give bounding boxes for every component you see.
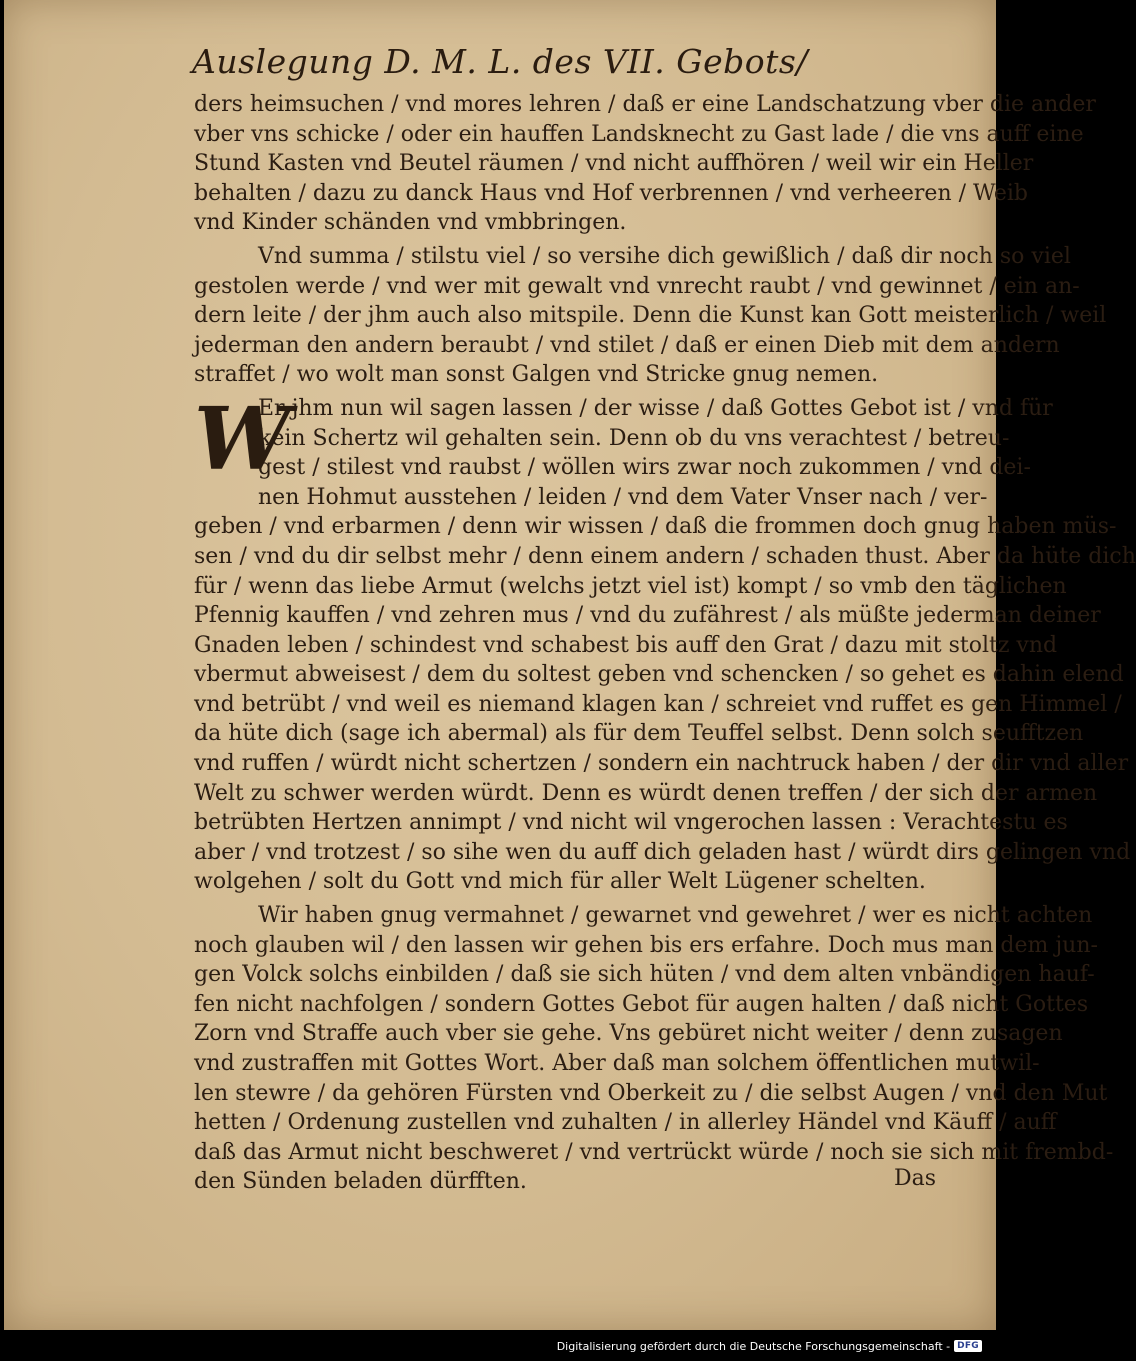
text-line: Welt zu schwer werden würdt. Denn es würdt denen treffen / der sich der armen	[194, 780, 1098, 806]
text-line: hetten / Ordenung zustellen vnd zuhalten / in allerley Händel vnd Käuff / auff	[194, 1110, 1057, 1136]
text-line: Pfennig kauffen / vnd zehren mus / vnd du zufährest / als müßte jederman deiner	[194, 603, 1101, 629]
text-line: aber / vnd trotzest / so sihe wen du auff dich geladen hast / würdt dirs gelingen vnd	[194, 839, 1131, 865]
catchword: Das	[893, 1166, 936, 1191]
text-line: vnd Kinder schänden vnd vmbbringen.	[194, 210, 627, 236]
funding-credit: Digitalisierung gefördert durch die Deutsche Forschungsgemeinschaft -	[556, 1339, 951, 1353]
text-line: gestolen werde / vnd wer mit gewalt vnd vnrecht raubt / vnd gewinnet / ein an-	[194, 273, 1080, 299]
text-line: Wir haben gnug vermahnet / gewarnet vnd gewehret / wer es nicht achten	[258, 903, 1093, 929]
text-line: für / wenn das liebe Armut (welchs jetzt viel ist) kompt / so vmb den täglichen	[194, 573, 1067, 599]
text-line: ders heimsuchen / vnd mores lehren / daß er eine Landschatzung vber die ander	[194, 92, 1096, 117]
text-line: da hüte dich (sage ich abermal) als für dem Teuffel selbst. Denn solch seufftzen	[194, 721, 1084, 747]
text-line: Gnaden leben / schindest vnd schabest bis auff den Grat / dazu mit stoltz vnd	[194, 632, 1058, 658]
book-page	[4, 0, 1136, 1330]
text-line: vnd zustraffen mit Gottes Wort. Aber daß man solchem öffentlichen mutwil-	[194, 1051, 1040, 1076]
text-line: fen nicht nachfolgen / sondern Gottes Gebot für augen halten / daß nicht Gottes	[194, 991, 1089, 1017]
running-header: Auslegung D. M. L. des VII. Gebots/	[192, 42, 808, 81]
text-line: sen / vnd du dir selbst mehr / denn einem andern / schaden thust. Aber da hüte dich	[194, 543, 1136, 569]
text-line: wolgehen / solt du Gott vnd mich für aller Welt Lügener schelten.	[194, 869, 926, 895]
text-line: nen Hohmut ausstehen / leiden / vnd dem Vater Vnser nach / ver-	[258, 484, 988, 510]
text-line: vnd betrübt / vnd weil es niemand klagen kan / schreiet vnd ruffet es gen Himmel /	[194, 691, 1122, 717]
paragraph-1	[194, 90, 1096, 238]
text-line: vbermut abweisest / dem du soltest geben vnd schencken / so gehet es dahin elend	[194, 662, 1124, 688]
text-line: vber vns schicke / oder ein hauffen Landsknecht zu Gast lade / die vns auff eine	[194, 121, 1084, 147]
text-line: Zorn vnd Straffe auch vber sie gehe. Vns gebüret nicht weiter / denn zusagen	[194, 1021, 1063, 1047]
decorated-initial: W	[194, 388, 291, 490]
paragraph-4	[194, 901, 1114, 1197]
text-line: gen Volck solchs einbilden / daß sie sich hüten / vnd dem alten vnbändigen hauf-	[194, 962, 1095, 988]
dfg-logo: DFG	[954, 1340, 982, 1352]
text-line: len stewre / da gehören Fürsten vnd Oberkeit zu / die selbst Augen / vnd den Mut	[194, 1080, 1108, 1106]
text-line: noch glauben wil / den lassen wir gehen bis ers erfahre. Doch mus man dem jun-	[194, 932, 1098, 958]
text-line: geben / vnd erbarmen / denn wir wissen / daß die frommen doch gnug haben müs-	[194, 514, 1117, 540]
text-line: betrübten Hertzen annimpt / vnd nicht wil vngerochen lassen : Verachtestu es	[194, 810, 1068, 836]
text-line: Stund Kasten vnd Beutel räumen / vnd nicht auffhören / weil wir ein Heller	[194, 151, 1034, 177]
text-line: Vnd summa / stilstu viel / so versihe dich gewißlich / daß dir noch so viel	[258, 243, 1071, 269]
text-line: jederman den andern beraubt / vnd stilet / daß er einen Dieb mit dem andern	[194, 332, 1060, 358]
text-line: vnd ruffen / würdt nicht schertzen / sondern ein nachtruck haben / der dir vnd aller	[194, 751, 1129, 777]
text-line: den Sünden beladen dürfften.	[194, 1169, 527, 1195]
text-line: behalten / dazu zu danck Haus vnd Hof verbrennen / vnd verheeren / Weib	[194, 180, 1028, 206]
text-line: daß das Armut nicht beschweret / vnd vertrückt würde / noch sie sich mit frembd-	[194, 1139, 1114, 1165]
text-line: straffet / wo wolt man sonst Galgen vnd Stricke gnug nemen.	[194, 362, 879, 388]
text-line: dern leite / der jhm auch also mitspile. Denn die Kunst kan Gott meisterlich / weil	[194, 303, 1107, 329]
paragraph-2	[194, 242, 1107, 390]
body-text	[194, 90, 1136, 1201]
text-line: gest / stilest vnd raubst / wöllen wirs zwar noch zukommen / vnd dei-	[258, 455, 1031, 481]
paragraph-3	[194, 388, 1136, 897]
digitization-footer	[557, 1337, 982, 1355]
text-line: kein Schertz wil gehalten sein. Denn ob du vns verachtest / betreu-	[258, 425, 1010, 451]
text-line: Er jhm nun wil sagen lassen / der wisse / daß Gottes Gebot ist / vnd für	[258, 395, 1053, 421]
